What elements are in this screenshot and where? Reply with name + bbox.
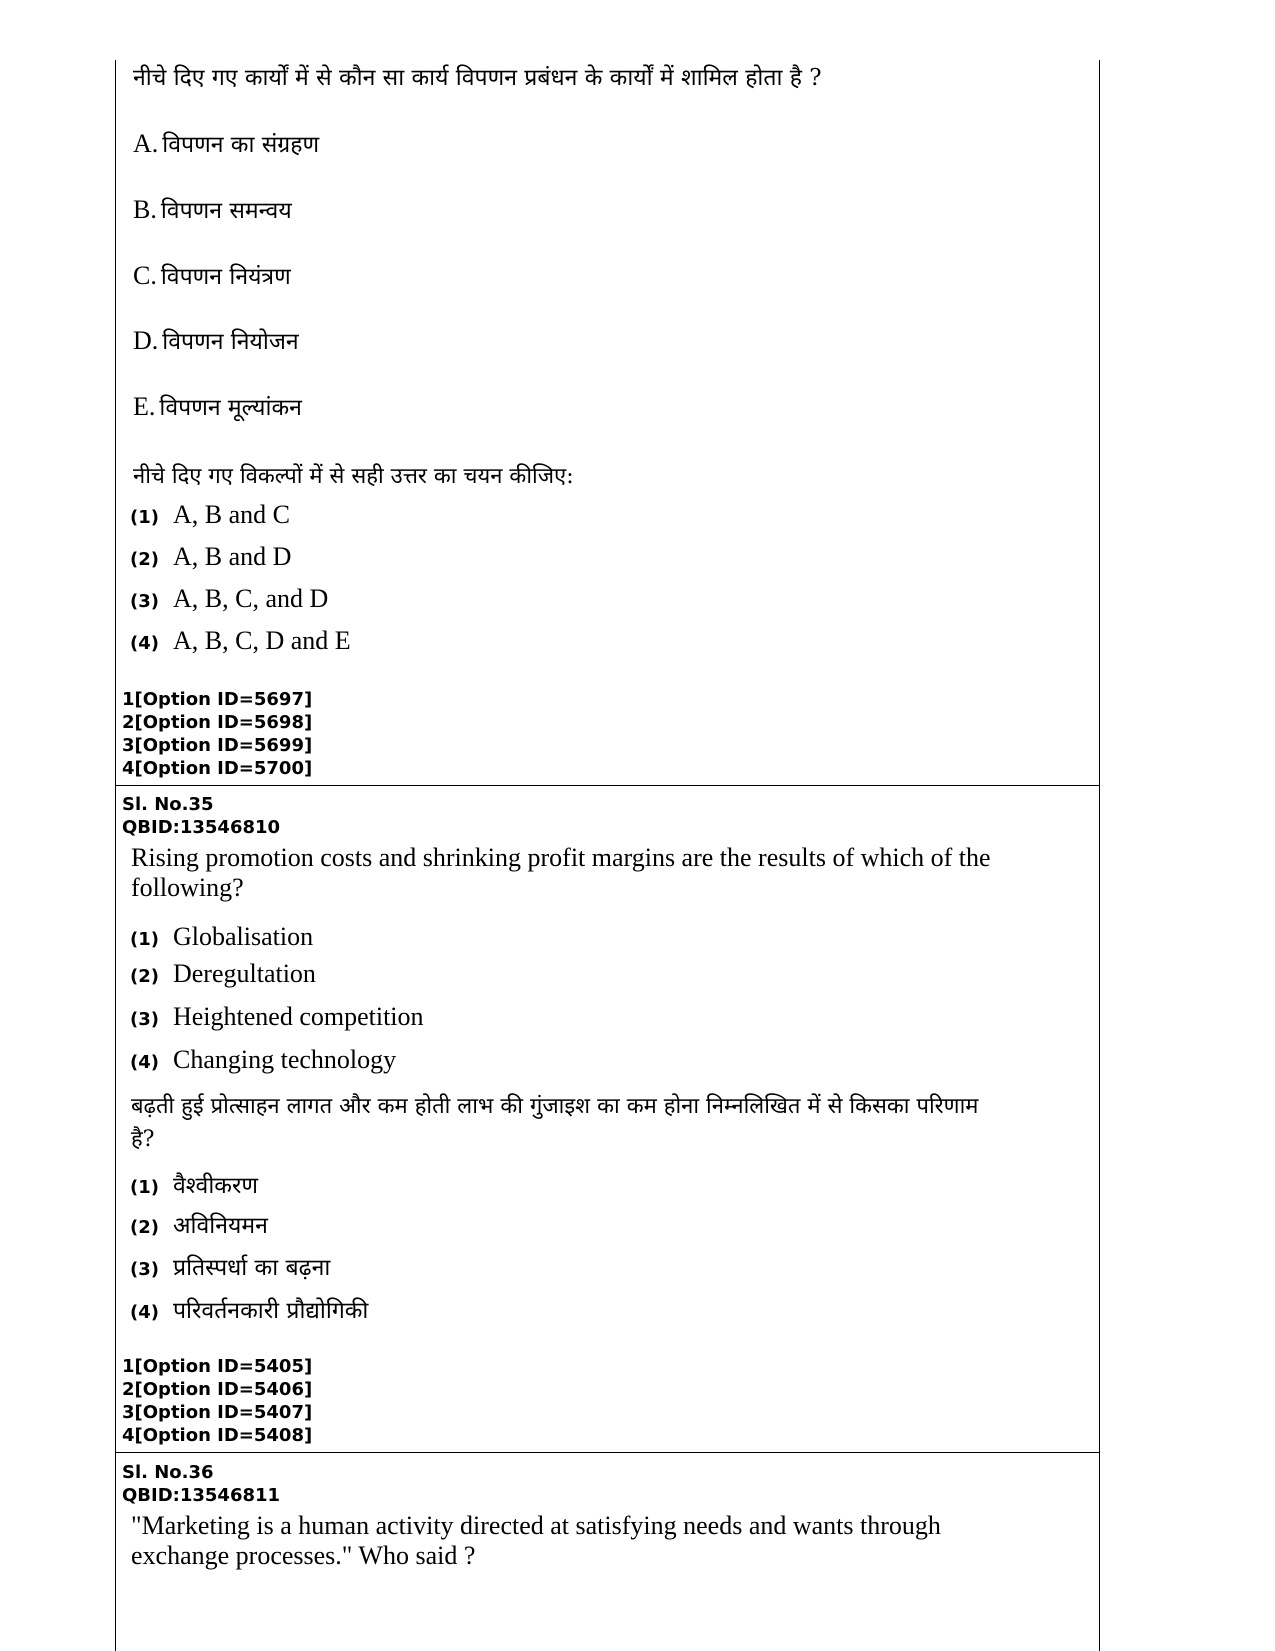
q35-stem-hi: बढ़ती हुई प्रोत्साहन लागत और कम होती लाभ की गुंजाइश का कम होना निम्नलिखित में से किसका परिणाम है? bbox=[131, 1094, 979, 1152]
q35-option-en-3 bbox=[130, 1002, 424, 1032]
q35-option-hi-3 bbox=[130, 1250, 330, 1282]
option-number: (3) bbox=[130, 1259, 159, 1280]
q35-option-hi-1 bbox=[130, 1168, 258, 1200]
statement-text: विपणन का संग्रहण bbox=[162, 132, 320, 158]
q35-header bbox=[122, 793, 280, 839]
statement-text: विपणन समन्वय bbox=[160, 198, 292, 224]
option-id: 1[Option ID=5405] bbox=[122, 1356, 313, 1377]
option-number: (1) bbox=[130, 1177, 159, 1198]
option-id: 3[Option ID=5699] bbox=[122, 735, 313, 756]
option-text: A, B and C bbox=[172, 500, 290, 529]
option-number: (2) bbox=[130, 966, 159, 987]
option-id: 1[Option ID=5697] bbox=[122, 689, 313, 710]
option-id: 2[Option ID=5406] bbox=[122, 1379, 313, 1400]
q35-option-en-2 bbox=[130, 959, 316, 989]
option-text: प्रतिस्पर्धा का बढ़ना bbox=[172, 1255, 331, 1281]
option-text: A, B, C, D and E bbox=[172, 626, 351, 655]
q34-statement-a bbox=[133, 127, 319, 159]
option-text: Changing technology bbox=[172, 1045, 397, 1074]
option-text: अविनियमन bbox=[172, 1213, 268, 1239]
qbid: QBID:13546810 bbox=[122, 817, 281, 838]
q36-header bbox=[122, 1461, 280, 1507]
q35-option-en-1 bbox=[130, 922, 313, 952]
q34-statement-b bbox=[133, 193, 292, 225]
option-number: (2) bbox=[130, 549, 159, 570]
q34-statement-c bbox=[133, 259, 291, 291]
option-text: Heightened competition bbox=[172, 1002, 424, 1031]
option-text: Globalisation bbox=[172, 922, 314, 951]
option-number: (4) bbox=[130, 1052, 159, 1073]
qbid: QBID:13546811 bbox=[122, 1485, 281, 1506]
q35-option-ids bbox=[122, 1355, 312, 1447]
q35-option-hi-2 bbox=[130, 1208, 268, 1240]
q35-stem-en: Rising promotion costs and shrinking profit margins are the results of which of the following? bbox=[131, 843, 991, 902]
q34-option-3 bbox=[130, 584, 328, 614]
row-divider bbox=[115, 1452, 1100, 1453]
option-id: 4[Option ID=5700] bbox=[122, 758, 313, 779]
q34-option-1 bbox=[130, 500, 290, 530]
q34-option-2 bbox=[130, 542, 291, 572]
q35-option-en-4 bbox=[130, 1045, 396, 1075]
option-id: 3[Option ID=5407] bbox=[122, 1402, 313, 1423]
q34-choose-instruction: नीचे दिए गए विकल्पों में से सही उत्तर का चयन कीजिए: bbox=[133, 464, 574, 489]
option-id: 4[Option ID=5408] bbox=[122, 1425, 313, 1446]
statement-label: A. bbox=[133, 129, 159, 158]
q36-stem-en: "Marketing is a human activity directed at satisfying needs and wants through exchange processes." Who said ? bbox=[131, 1511, 941, 1570]
statement-text: विपणन नियंत्रण bbox=[160, 264, 291, 290]
option-text: A, B and D bbox=[172, 542, 292, 571]
serial-number: Sl. No.35 bbox=[122, 794, 214, 815]
statement-text: विपणन मूल्यांकन bbox=[159, 395, 302, 421]
q35-option-hi-4 bbox=[130, 1293, 368, 1325]
option-text: A, B, C, and D bbox=[172, 584, 329, 613]
serial-number: Sl. No.36 bbox=[122, 1462, 214, 1483]
option-text: परिवर्तनकारी प्रौद्योगिकी bbox=[172, 1298, 369, 1324]
option-number: (2) bbox=[130, 1217, 159, 1238]
statement-label: C. bbox=[133, 261, 157, 290]
statement-label: B. bbox=[133, 195, 157, 224]
option-number: (4) bbox=[130, 1302, 159, 1323]
q34-statement-d bbox=[133, 324, 299, 356]
option-number: (3) bbox=[130, 591, 159, 612]
row-divider bbox=[115, 785, 1100, 786]
q34-statement-e bbox=[133, 390, 302, 422]
option-number: (4) bbox=[130, 633, 159, 654]
option-number: (3) bbox=[130, 1009, 159, 1030]
q34-option-ids bbox=[122, 688, 312, 780]
option-text: Deregultation bbox=[172, 959, 316, 988]
option-number: (1) bbox=[130, 507, 159, 528]
q34-stem: नीचे दिए गए कार्यों में से कौन सा कार्य विपणन प्रबंधन के कार्यों में शामिल होता है ? bbox=[133, 65, 822, 91]
option-number: (1) bbox=[130, 929, 159, 950]
q34-option-4 bbox=[130, 626, 351, 656]
statement-text: विपणन नियोजन bbox=[162, 329, 299, 355]
statement-label: E. bbox=[133, 392, 156, 421]
option-text: वैश्वीकरण bbox=[172, 1173, 258, 1199]
option-id: 2[Option ID=5698] bbox=[122, 712, 313, 733]
statement-label: D. bbox=[133, 326, 159, 355]
